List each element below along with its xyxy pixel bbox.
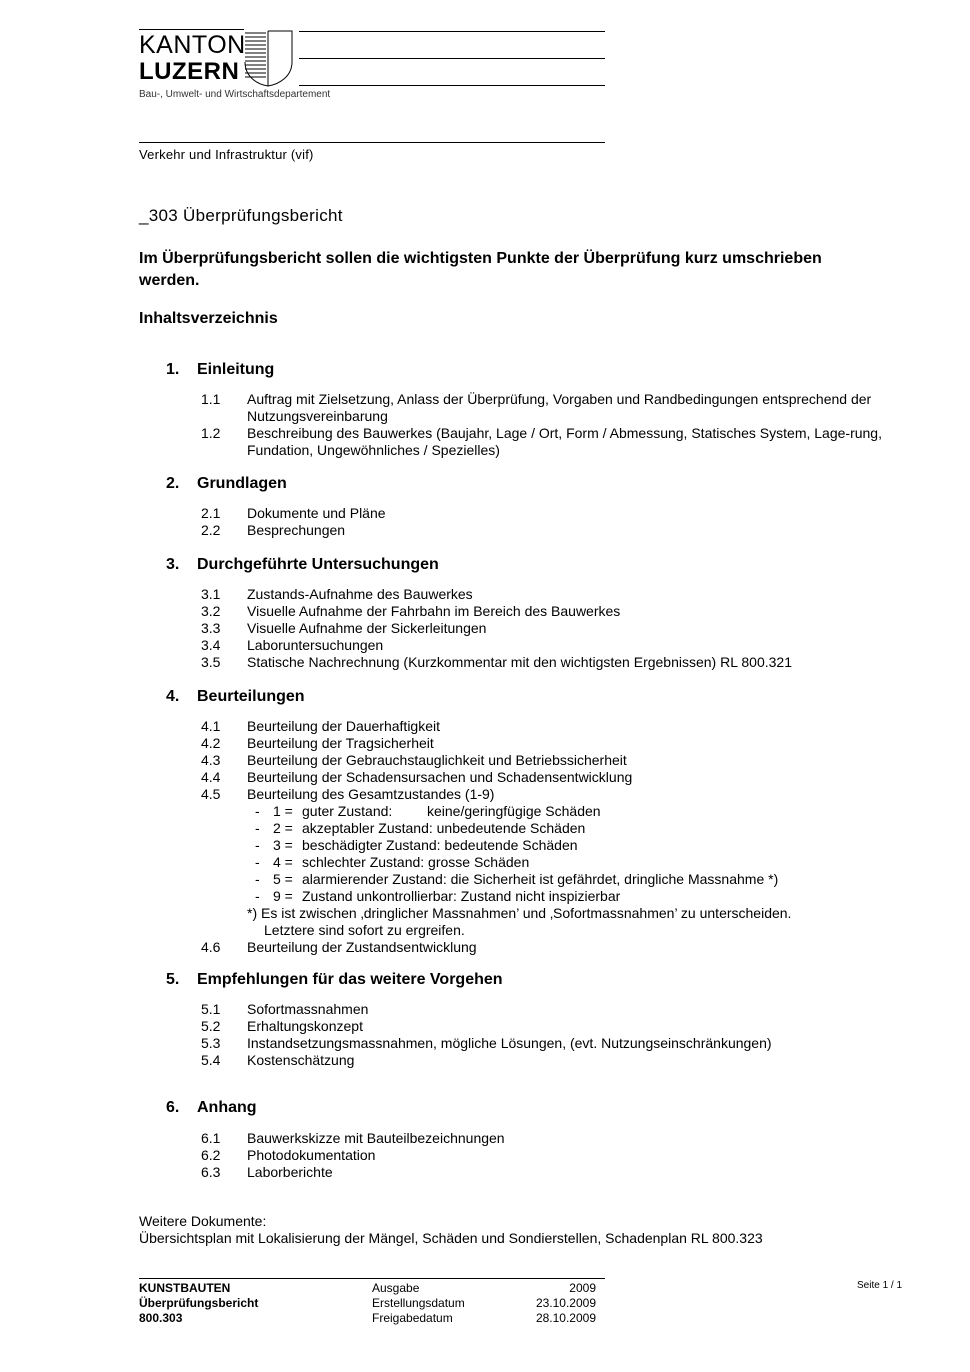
section-heading-2	[166, 475, 287, 493]
logo-subtitle: Bau-, Umwelt- und Wirtschaftsdepartement	[139, 89, 331, 100]
list-item	[201, 735, 891, 752]
item-text: Kostenschätzung	[247, 1052, 355, 1068]
dash: -	[255, 820, 260, 836]
condition-text: Zustand unkontrollierbar: Zustand nicht inspizierbar	[302, 888, 621, 904]
document-title: _303 Überprüfungsbericht	[139, 206, 343, 225]
condition-number: 9 =	[273, 888, 293, 904]
footnote-line-2: Letztere sind sofort zu ergreifen.	[264, 922, 465, 938]
item-number: 4.1	[201, 718, 221, 734]
dash: -	[255, 854, 260, 870]
list-item	[201, 637, 891, 654]
item-text: Laboruntersuchungen	[247, 637, 384, 653]
item-text: Visuelle Aufnahme der Sickerleitungen	[247, 620, 487, 636]
item-text: Bauwerkskizze mit Bauteilbezeichnungen	[247, 1130, 505, 1146]
item-number: 1.2	[201, 425, 221, 441]
item-number: 3.4	[201, 637, 221, 653]
list-item	[201, 603, 891, 620]
list-item	[201, 620, 891, 637]
section-heading-4	[166, 688, 305, 706]
section-title: Empfehlungen für das weitere Vorgehen	[197, 971, 503, 988]
condition-item	[201, 854, 891, 871]
section-heading-6	[166, 1099, 257, 1117]
list-item	[201, 1130, 891, 1147]
footer-values	[520, 1281, 596, 1326]
footer-labels	[372, 1281, 465, 1326]
header-rule-2	[299, 58, 605, 59]
condition-item	[201, 837, 891, 854]
footer-doc-name: Überprüfungsbericht	[139, 1296, 259, 1310]
item-text: Beurteilung der Dauerhaftigkeit	[247, 718, 441, 734]
logo-top-rule	[139, 29, 244, 30]
condition-text: alarmierender Zustand: die Sicherheit ist gefährdet, dringliche Massnahme *)	[302, 871, 779, 887]
section-heading-1	[166, 361, 274, 379]
section-items-1	[201, 391, 891, 459]
list-item	[201, 769, 891, 786]
condition-number: 2 =	[273, 820, 293, 836]
item-number: 4.2	[201, 735, 221, 751]
item-number: 4.3	[201, 752, 221, 768]
condition-number: 4 =	[273, 854, 293, 870]
condition-text: akzeptabler Zustand: unbedeutende Schäden	[302, 820, 586, 836]
item-text: Erhaltungskonzept	[247, 1018, 363, 1034]
item-text: Beurteilung der Zustandsentwicklung	[247, 939, 477, 955]
department-name: Verkehr und Infrastruktur (vif)	[139, 147, 314, 162]
page-number: Seite 1 / 1	[857, 1280, 903, 1291]
item-text: Beurteilung der Tragsicherheit	[247, 735, 434, 751]
section-items-4	[201, 718, 891, 956]
item-text: Statische Nachrechnung (Kurzkommentar mit den wichtigsten Ergebnissen) RL 800.321	[247, 654, 792, 670]
list-item	[201, 1018, 891, 1035]
section-title: Durchgeführte Untersuchungen	[197, 556, 439, 573]
section-heading-3	[166, 556, 439, 574]
item-number: 4.6	[201, 939, 221, 955]
list-item	[201, 1052, 891, 1069]
footer-value-created: 23.10.2009	[535, 1296, 596, 1310]
section-items-2	[201, 505, 891, 539]
footer-label-edition: Ausgabe	[372, 1281, 420, 1295]
item-number: 1.1	[201, 391, 221, 407]
condition-item	[201, 803, 891, 820]
item-text: Auftrag mit Zielsetzung, Anlass der Überprüfung, Vorgaben und Randbedingungen entsprechend der Nutzungsvereinbarung	[247, 391, 872, 424]
list-item	[201, 1035, 891, 1052]
condition-text: keine/geringfügige Schäden	[427, 803, 601, 819]
section-number: 5.	[166, 971, 180, 988]
section-number: 6.	[166, 1099, 180, 1116]
department-rule	[139, 142, 605, 143]
item-text: Instandsetzungsmassnahmen, mögliche Lösungen, (evt. Nutzungseinschränkungen)	[247, 1035, 772, 1051]
item-number: 5.3	[201, 1035, 221, 1051]
toc-title: Inhaltsverzeichnis	[139, 310, 278, 327]
list-item	[201, 654, 891, 671]
condition-number: 1 =	[273, 803, 293, 819]
condition-text: beschädigter Zustand: bedeutende Schäden	[302, 837, 578, 853]
item-text: Laborberichte	[247, 1164, 333, 1180]
item-number: 2.1	[201, 505, 221, 521]
section-number: 3.	[166, 556, 180, 573]
item-number: 5.1	[201, 1001, 221, 1017]
section-number: 4.	[166, 688, 180, 705]
footer-doc-number: 800.303	[139, 1311, 183, 1325]
section-items-6	[201, 1130, 891, 1181]
condition-number: 5 =	[273, 871, 293, 887]
item-number: 3.1	[201, 586, 221, 602]
section-title: Einleitung	[197, 361, 275, 378]
list-item	[201, 718, 891, 735]
logo-kanton: KANTON	[139, 31, 246, 59]
list-item	[201, 505, 891, 522]
section-number: 2.	[166, 475, 180, 492]
item-text: Photodokumentation	[247, 1147, 376, 1163]
footnote	[201, 905, 891, 939]
further-documents	[139, 1213, 763, 1247]
item-number: 5.2	[201, 1018, 221, 1034]
list-item	[201, 1001, 891, 1018]
item-text: Dokumente und Pläne	[247, 505, 386, 521]
list-item	[201, 786, 891, 803]
list-item	[201, 1147, 891, 1164]
list-item	[201, 939, 891, 956]
header-rule-3	[299, 85, 605, 86]
item-text: Beurteilung des Gesamtzustandes (1-9)	[247, 786, 495, 802]
section-items-5	[201, 1001, 891, 1069]
dash: -	[255, 871, 260, 887]
list-item	[201, 1164, 891, 1181]
list-item	[201, 425, 891, 459]
further-label: Weitere Dokumente:	[139, 1213, 267, 1229]
item-number: 3.5	[201, 654, 221, 670]
dash: -	[255, 803, 260, 819]
footer-value-released: 28.10.2009	[535, 1311, 596, 1325]
item-number: 6.1	[201, 1130, 221, 1146]
item-number: 4.4	[201, 769, 221, 785]
section-heading-5	[166, 971, 503, 989]
item-text: Beschreibung des Bauwerkes (Baujahr, Lage / Ort, Form / Abmessung, Statisches System, Lage-rung, Fundation, Ungewöhnliches / Spezielles)	[247, 425, 882, 458]
intro-text: Im Überprüfungsbericht sollen die wichtigsten Punkte der Überprüfung kurz umschrieben werden.	[139, 250, 822, 289]
footer-label-released: Freigabedatum	[372, 1311, 453, 1325]
item-text: Sofortmassnahmen	[247, 1001, 369, 1017]
list-item	[201, 522, 891, 539]
item-number: 3.3	[201, 620, 221, 636]
condition-item	[201, 888, 891, 905]
further-text: Übersichtsplan mit Lokalisierung der Mängel, Schäden und Sondierstellen, Schadenplan RL 800.323	[139, 1230, 763, 1246]
dash: -	[255, 888, 260, 904]
footer-category: KUNSTBAUTEN	[139, 1281, 231, 1295]
footer-value-edition: 2009	[569, 1281, 596, 1295]
item-text: Zustands-Aufnahme des Bauwerkes	[247, 586, 473, 602]
list-item	[201, 586, 891, 603]
footer-rule	[139, 1278, 605, 1279]
footer-doc-info	[139, 1281, 258, 1326]
condition-item	[201, 820, 891, 837]
condition-number: 3 =	[273, 837, 293, 853]
section-title: Grundlagen	[197, 475, 287, 492]
list-item	[201, 752, 891, 769]
logo-luzern: LUZERN	[139, 58, 240, 85]
footnote-line-1: *) Es ist zwischen ‚dringlicher Massnahmen’ und ‚Sofortmassnahmen’ zu unterscheiden.	[247, 905, 792, 921]
section-number: 1.	[166, 361, 180, 378]
dash: -	[255, 837, 260, 853]
item-number: 5.4	[201, 1052, 221, 1068]
condition-label: guter Zustand:	[302, 803, 393, 819]
section-items-3	[201, 586, 891, 671]
item-number: 3.2	[201, 603, 221, 619]
section-title: Beurteilungen	[197, 688, 305, 705]
condition-item	[201, 871, 891, 888]
condition-text: schlechter Zustand: grosse Schäden	[302, 854, 530, 870]
item-text: Beurteilung der Schadensursachen und Schadensentwicklung	[247, 769, 633, 785]
item-number: 6.3	[201, 1164, 221, 1180]
item-number: 2.2	[201, 522, 221, 538]
item-text: Beurteilung der Gebrauchstauglichkeit und Betriebssicherheit	[247, 752, 627, 768]
header-rule-1	[299, 31, 605, 32]
coat-of-arms-icon	[244, 30, 294, 88]
footer-label-created: Erstellungsdatum	[372, 1296, 465, 1310]
item-text: Besprechungen	[247, 522, 346, 538]
item-text: Visuelle Aufnahme der Fahrbahn im Bereich des Bauwerkes	[247, 603, 621, 619]
item-number: 4.5	[201, 786, 221, 802]
section-title: Anhang	[197, 1099, 257, 1116]
item-number: 6.2	[201, 1147, 221, 1163]
list-item	[201, 391, 891, 425]
